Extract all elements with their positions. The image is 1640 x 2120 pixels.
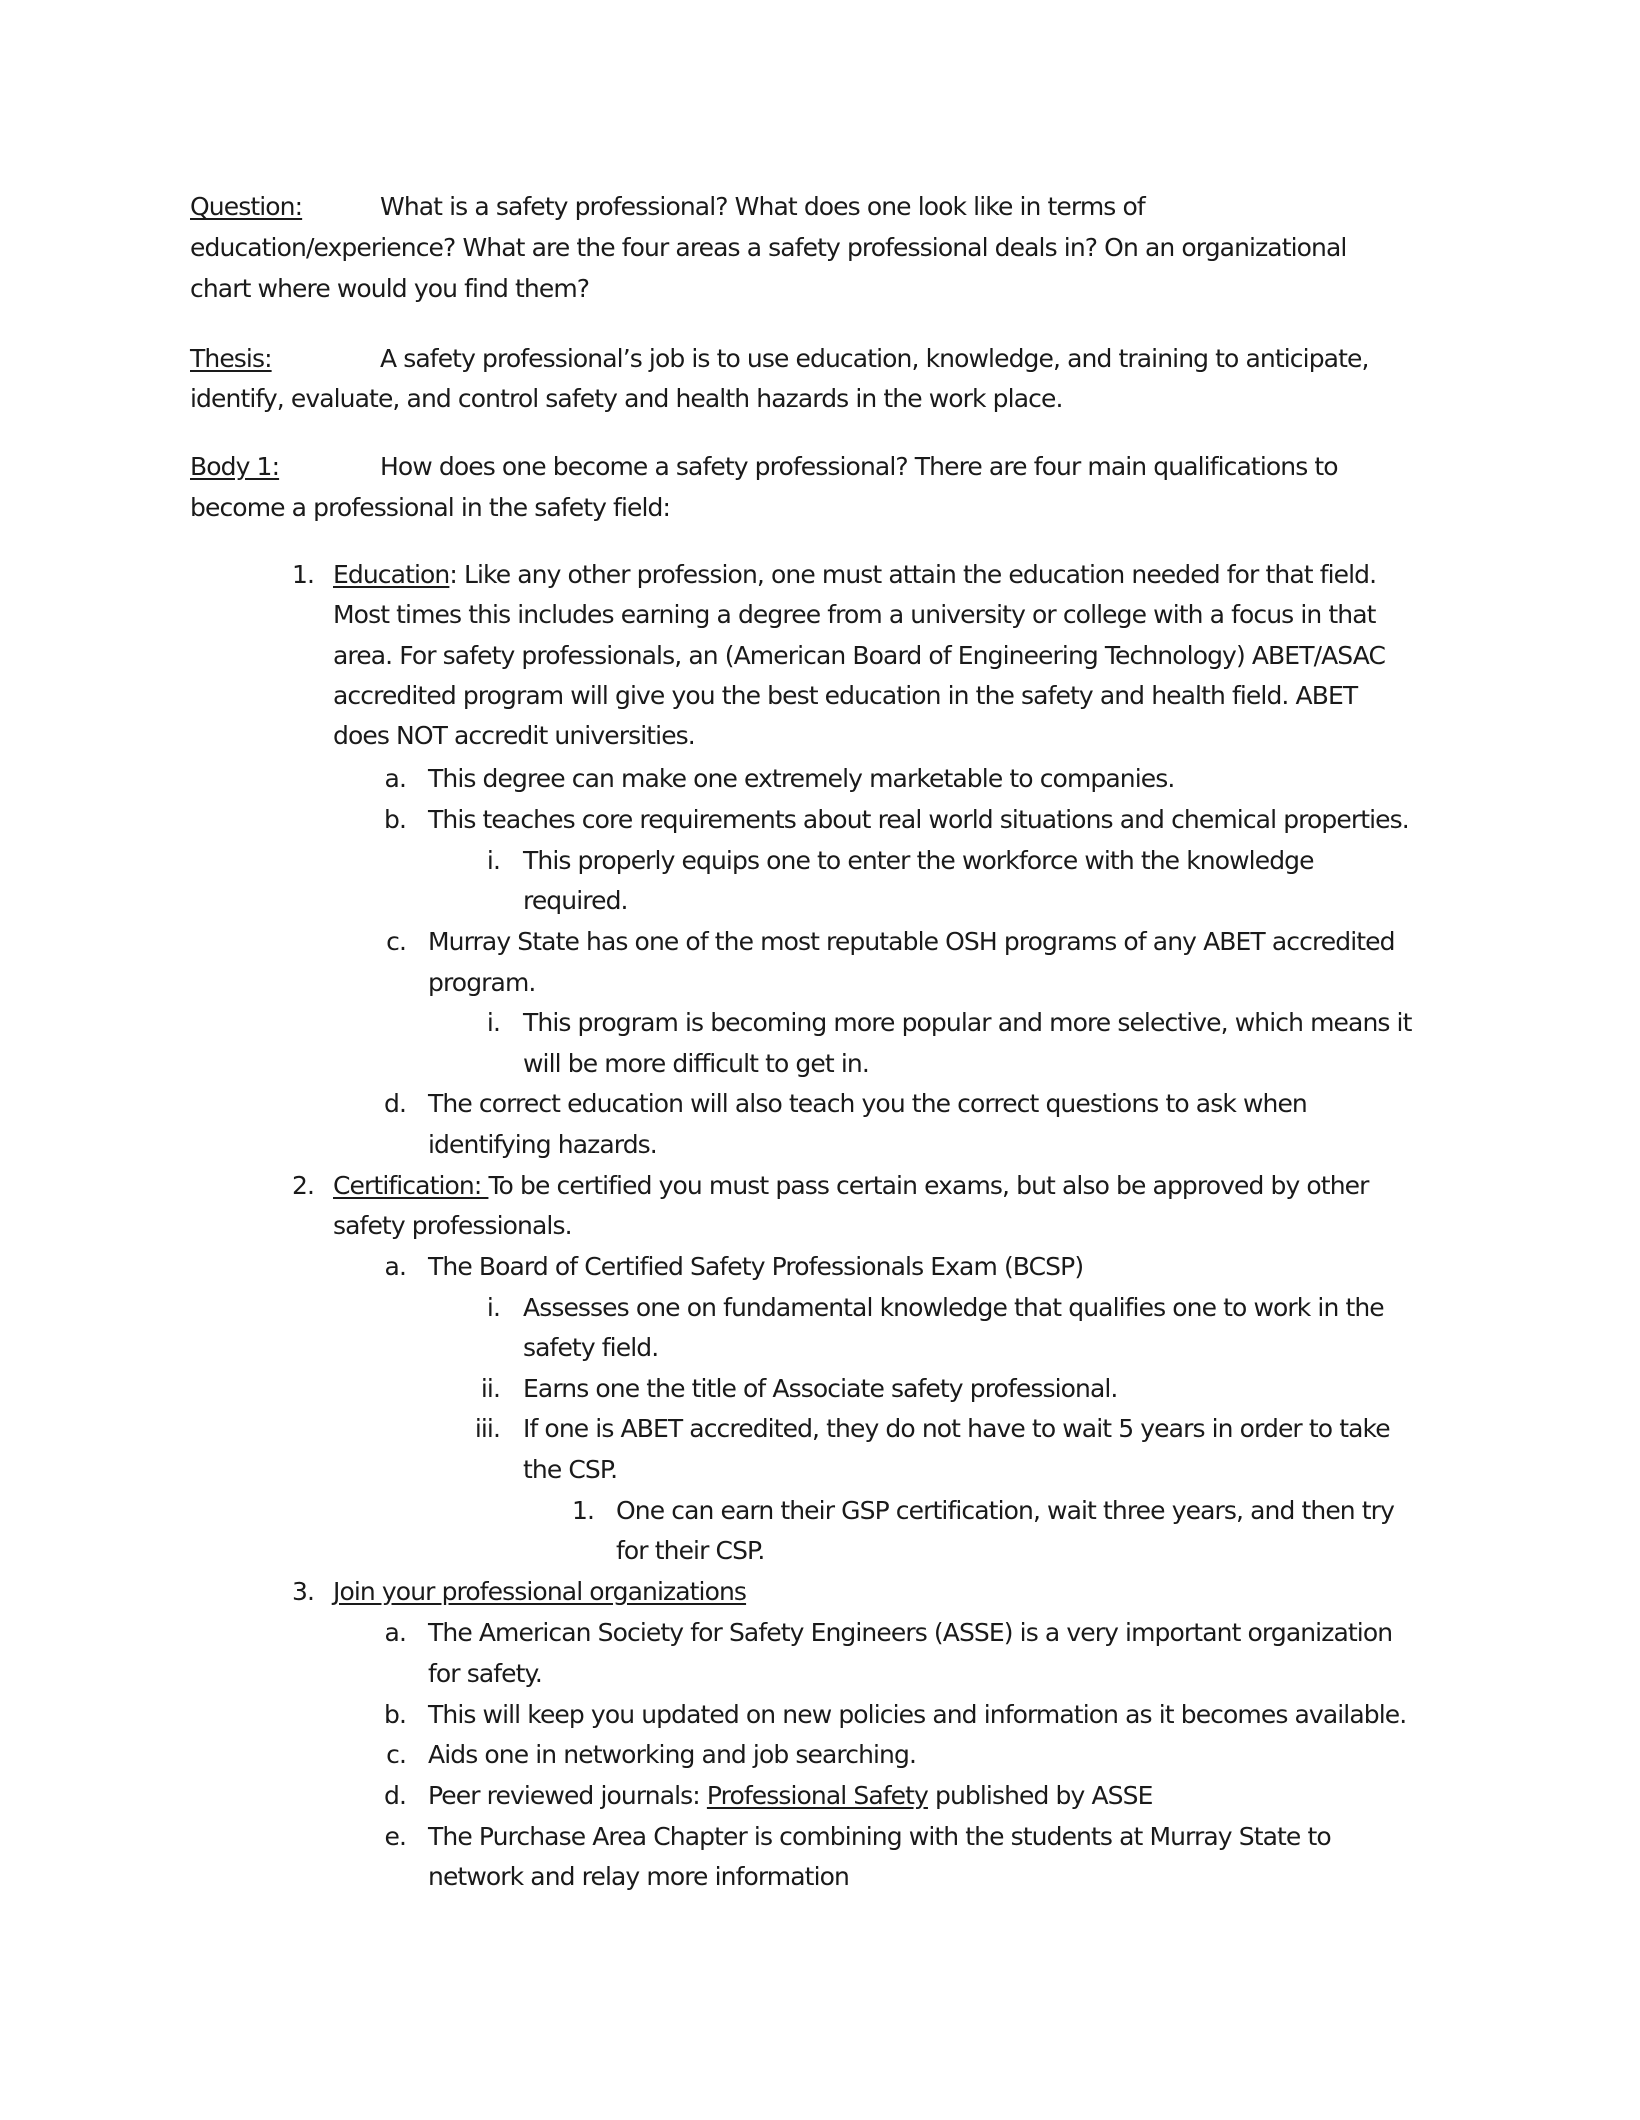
body1-label: Body 1: xyxy=(190,452,280,481)
item2-a-i-line-1: Assesses one on fundamental knowledge that qualifies one to work in the xyxy=(523,1293,1384,1322)
item1-b-line-1: This teaches core requirements about real world situations and chemical properties. xyxy=(428,805,1409,834)
question-text-line-1: What is a safety professional? What does one look like in terms of xyxy=(380,192,1145,221)
item2-a-ii-line-1: Earns one the title of Associate safety professional. xyxy=(523,1374,1118,1403)
list-marker: a. xyxy=(384,1252,406,1281)
list-number: 1. xyxy=(571,1496,594,1525)
item1-d-line-2: identifying hazards. xyxy=(428,1130,657,1159)
item1-line-5: does NOT accredit universities. xyxy=(333,721,695,750)
item1-line-1 xyxy=(333,560,1376,590)
item2-a-i-line-2: safety field. xyxy=(523,1333,659,1362)
item3-d-suffix: published by ASSE xyxy=(927,1781,1153,1810)
question-label: Question: xyxy=(190,192,303,221)
list-number: 3. xyxy=(291,1577,314,1606)
item2-a-iii-line-2: the CSP. xyxy=(523,1455,618,1484)
item1-c-i-line-2: will be more difficult to get in. xyxy=(523,1049,869,1078)
item3-c-line-1: Aids one in networking and job searching. xyxy=(428,1740,917,1769)
item1-title: Education xyxy=(333,560,450,589)
body1-text-line-1: How does one become a safety professional? There are four main qualifications to xyxy=(380,452,1338,481)
list-marker: ii. xyxy=(480,1374,500,1403)
list-marker: a. xyxy=(384,764,406,793)
list-marker: i. xyxy=(486,846,500,875)
item1-d-line-1: The correct education will also teach you the correct questions to ask when xyxy=(428,1089,1307,1118)
item2-a-iii-line-1: If one is ABET accredited, they do not have to wait 5 years in order to take xyxy=(523,1414,1390,1443)
thesis-text-line-1: A safety professional’s job is to use education, knowledge, and training to anticipate, xyxy=(380,344,1369,373)
item3-a-line-1: The American Society for Safety Engineers (ASSE) is a very important organization xyxy=(428,1618,1393,1647)
item3-d-line-1 xyxy=(428,1781,1153,1811)
list-marker: b. xyxy=(383,1700,406,1729)
item3-title: Join your professional organizations xyxy=(333,1577,747,1606)
item2-line-1 xyxy=(333,1171,1369,1201)
list-marker: a. xyxy=(384,1618,406,1647)
list-marker: d. xyxy=(383,1089,406,1118)
item1-c-i-line-1: This program is becoming more popular and more selective, which means it xyxy=(523,1008,1412,1037)
list-marker: c. xyxy=(386,927,406,956)
item1-c-line-1: Murray State has one of the most reputable OSH programs of any ABET accredited xyxy=(428,927,1395,956)
thesis-text-line-2: identify, evaluate, and control safety and health hazards in the work place. xyxy=(190,384,1063,413)
body1-text-line-2: become a professional in the safety field: xyxy=(190,493,671,522)
list-marker: c. xyxy=(386,1740,406,1769)
item1-b-i-line-2: required. xyxy=(523,886,628,915)
item3-d-prefix: Peer reviewed journals: xyxy=(428,1781,707,1810)
thesis-label: Thesis: xyxy=(190,344,272,373)
question-text-line-3: chart where would you find them? xyxy=(190,274,590,303)
question-text-line-2: education/experience? What are the four areas a safety professional deals in? On an organizational xyxy=(190,233,1347,262)
list-marker: i. xyxy=(486,1008,500,1037)
item1-line-2: Most times this includes earning a degree from a university or college with a focus in that xyxy=(333,600,1376,629)
item3-e-line-1: The Purchase Area Chapter is combining with the students at Murray State to xyxy=(428,1822,1331,1851)
item2-text: To be certified you must pass certain exams, but also be approved by other xyxy=(488,1171,1369,1200)
item3-a-line-2: for safety. xyxy=(428,1659,542,1688)
item3-b-line-1: This will keep you updated on new policies and information as it becomes available. xyxy=(428,1700,1407,1729)
list-number: 1. xyxy=(291,560,314,589)
list-marker: iii. xyxy=(474,1414,500,1443)
list-marker: i. xyxy=(486,1293,500,1322)
item2-a-iii-1-line-2: for their CSP. xyxy=(616,1536,765,1565)
item2-a-iii-1-line-1: One can earn their GSP certification, wait three years, and then try xyxy=(616,1496,1394,1525)
item1-line-4: accredited program will give you the best education in the safety and health field. ABET xyxy=(333,681,1358,710)
item2-a-line-1: The Board of Certified Safety Professionals Exam (BCSP) xyxy=(428,1252,1084,1281)
item1-c-line-2: program. xyxy=(428,968,536,997)
list-marker: b. xyxy=(383,805,406,834)
list-number: 2. xyxy=(291,1171,314,1200)
item1-line-3: area. For safety professionals, an (American Board of Engineering Technology) ABET/ASAC xyxy=(333,641,1386,670)
list-marker: e. xyxy=(384,1822,406,1851)
item1-a-line-1: This degree can make one extremely marketable to companies. xyxy=(428,764,1175,793)
journal-title: Professional Safety xyxy=(706,1781,928,1810)
item2-title: Certification: xyxy=(333,1171,489,1200)
item1-b-i-line-1: This properly equips one to enter the workforce with the knowledge xyxy=(523,846,1314,875)
list-marker: d. xyxy=(383,1781,406,1810)
item2-line-2: safety professionals. xyxy=(333,1211,572,1240)
item1-text: : Like any other profession, one must attain the education needed for that field. xyxy=(449,560,1377,589)
item3-e-line-2: network and relay more information xyxy=(428,1862,849,1891)
